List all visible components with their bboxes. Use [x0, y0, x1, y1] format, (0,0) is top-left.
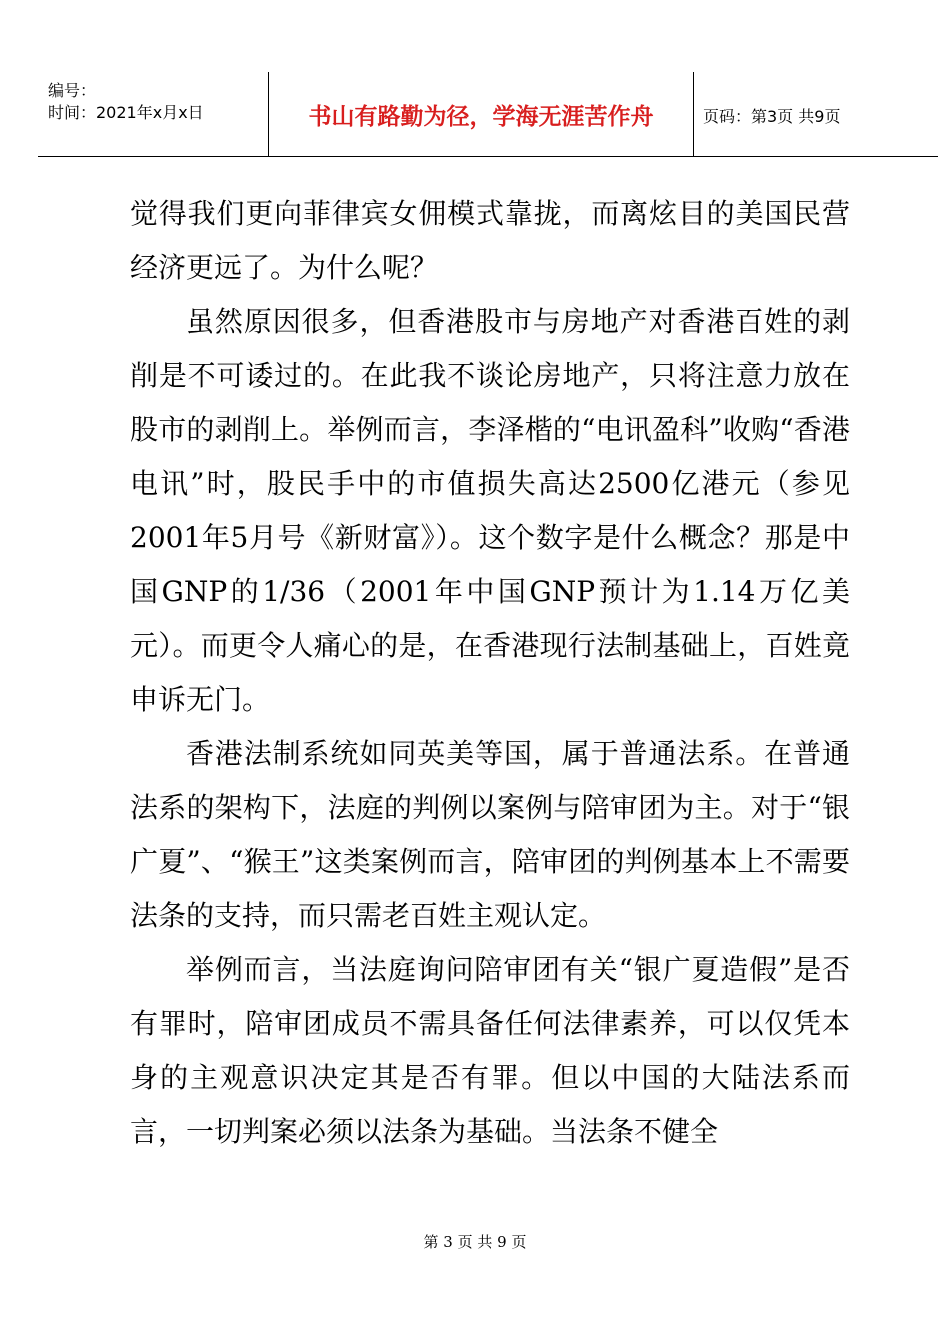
paragraph-2: 虽然原因很多，但香港股市与房地产对香港百姓的剥削是不可诿过的。在此我不谈论房地产，只将注意力放在股市的剥削上。举例而言，李泽楷的“电讯盈科”收购“香港电讯”时，股民手中的市值损失高达2500亿港元（参见2001年5月号《新财富》）。这个数字是什么概念？那是中国GNP的1/36（2001年中国GNP预计为1.14万亿美元）。而更令人痛心的是，在香港现行法制基础上，百姓竟申诉无门。 [130, 305, 850, 716]
header-divider-left [268, 72, 269, 156]
document-body [130, 187, 850, 1159]
time-label: 时间：2021年x月x日 [48, 103, 204, 122]
paragraph-3: 香港法制系统如同英美等国，属于普通法系。在普通法系的架构下，法庭的判例以案例与陪审团为主。对于“银广夏”、“猴王”这类案例而言，陪审团的判例基本上不需要法条的支持，而只需老百姓主观认定。 [130, 737, 850, 932]
paragraph-4: 举例而言，当法庭询问陪审团有关“银广夏造假”是否有罪时，陪审团成员不需具备任何法律素养，可以仅凭本身的主观意识决定其是否有罪。但以中国的大陆法系而言，一切判案必须以法条为基础。当法条不健全 [130, 953, 850, 1148]
header-motto: 书山有路勤为径，学海无涯苦作舟 [308, 104, 654, 130]
document-header [38, 72, 938, 157]
page-footer: 第 3 页 共 9 页 [423, 1233, 527, 1251]
paragraph-1: 觉得我们更向菲律宾女佣模式靠拢，而离炫目的美国民营经济更远了。为什么呢？ [130, 197, 850, 284]
header-meta [48, 80, 204, 124]
number-label: 编号： [48, 81, 97, 100]
header-page-number: 页码：第3页 共9页 [703, 107, 841, 126]
header-divider-right [693, 72, 694, 156]
